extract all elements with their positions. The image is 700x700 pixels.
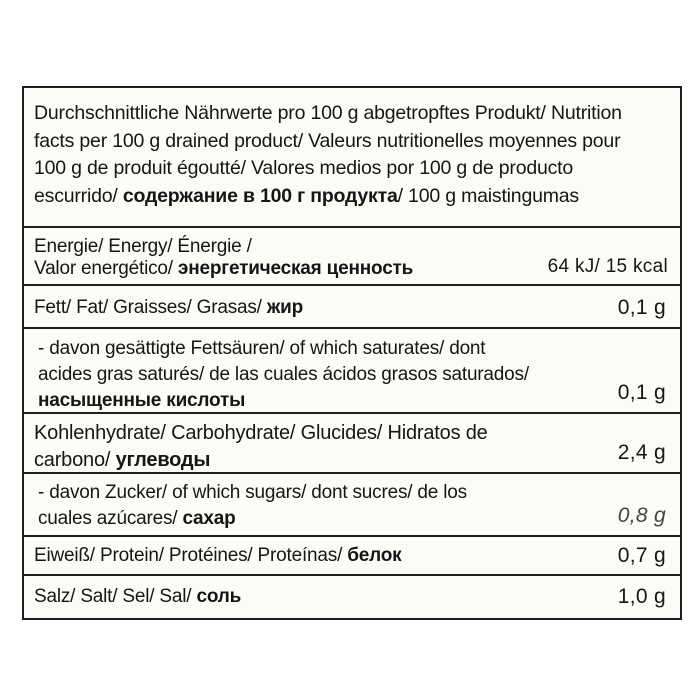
- header-line-2: facts per 100 g drained product/ Valeurs nutritionelles moyennes pour: [34, 129, 621, 152]
- sugars-label-line-2: [38, 506, 666, 532]
- salt-label: [34, 584, 666, 609]
- protein-row: [24, 537, 680, 576]
- sugars-value: 0,8 g: [617, 504, 666, 527]
- carbohydrate-label-ru: углеводы: [115, 449, 211, 471]
- header-line-4-ru: содержание в 100 г продукта: [122, 184, 398, 207]
- carbohydrate-label-plain: carbono/: [34, 449, 116, 471]
- header-line-3: 100 g de produit égoutté/ Valores medios por 100 g de producto: [34, 157, 574, 179]
- sugars-row: [24, 474, 680, 537]
- header-line-1: Durchschnittliche Nährwerte pro 100 g abgetropftes Produkt/ Nutrition: [34, 102, 622, 124]
- salt-label-plain: Salz/ Salt/ Sel/ Sal/: [34, 586, 197, 607]
- sugars-label-ru: сахар: [182, 508, 236, 529]
- protein-label-plain: Eiweiß/ Protein/ Protéines/ Proteínas/: [34, 545, 348, 566]
- protein-label: [34, 543, 666, 568]
- energy-row: [24, 228, 680, 286]
- fat-label: [34, 295, 666, 320]
- carbohydrate-label-line-2: [34, 447, 666, 474]
- fat-label-plain: Fett/ Fat/ Graisses/ Grasas/: [34, 297, 267, 318]
- salt-value: 1,0 g: [617, 585, 666, 608]
- fat-row: [24, 286, 680, 329]
- carbohydrate-label-line-1: Kohlenhydrate/ Carbohydrate/ Glucides/ Hidratos de: [34, 422, 488, 444]
- salt-label-ru: соль: [196, 586, 242, 607]
- energy-label-plain: Valor energético/: [34, 258, 178, 279]
- energy-value: 64 kJ/ 15 kcal: [547, 256, 668, 277]
- header-line-4: [34, 183, 666, 211]
- saturates-value: 0,1 g: [617, 381, 666, 404]
- energy-label-ru: энергетическая ценность: [177, 258, 414, 279]
- saturates-row: [24, 329, 680, 414]
- protein-label-ru: белок: [347, 545, 402, 566]
- sugars-label-plain: cuales azúcares/: [38, 508, 183, 529]
- header-line-4-rest: / 100 g maistingumas: [397, 184, 579, 207]
- carbohydrate-value: 2,4 g: [617, 441, 666, 464]
- nutrition-table: [22, 86, 682, 620]
- carbohydrate-row: [24, 414, 680, 474]
- nutrition-header: [24, 88, 680, 228]
- fat-label-ru: жир: [266, 297, 303, 318]
- saturates-label-line-3: насыщенные кислоты: [38, 390, 246, 411]
- header-line-4-plain: escurrido/: [34, 184, 123, 207]
- salt-row: [24, 576, 680, 618]
- energy-label-line-1: Energie/ Energy/ Énergie /: [34, 236, 252, 257]
- saturates-label-line-2: acides gras saturés/ de las cuales ácidos grasos saturados/: [38, 364, 529, 385]
- sugars-label-line-1: - davon Zucker/ of which sugars/ dont sucres/ de los: [38, 482, 467, 503]
- protein-value: 0,7 g: [617, 544, 666, 567]
- fat-value: 0,1 g: [617, 296, 666, 319]
- saturates-label-line-1: - davon gesättigte Fettsäuren/ of which saturates/ dont: [38, 338, 486, 359]
